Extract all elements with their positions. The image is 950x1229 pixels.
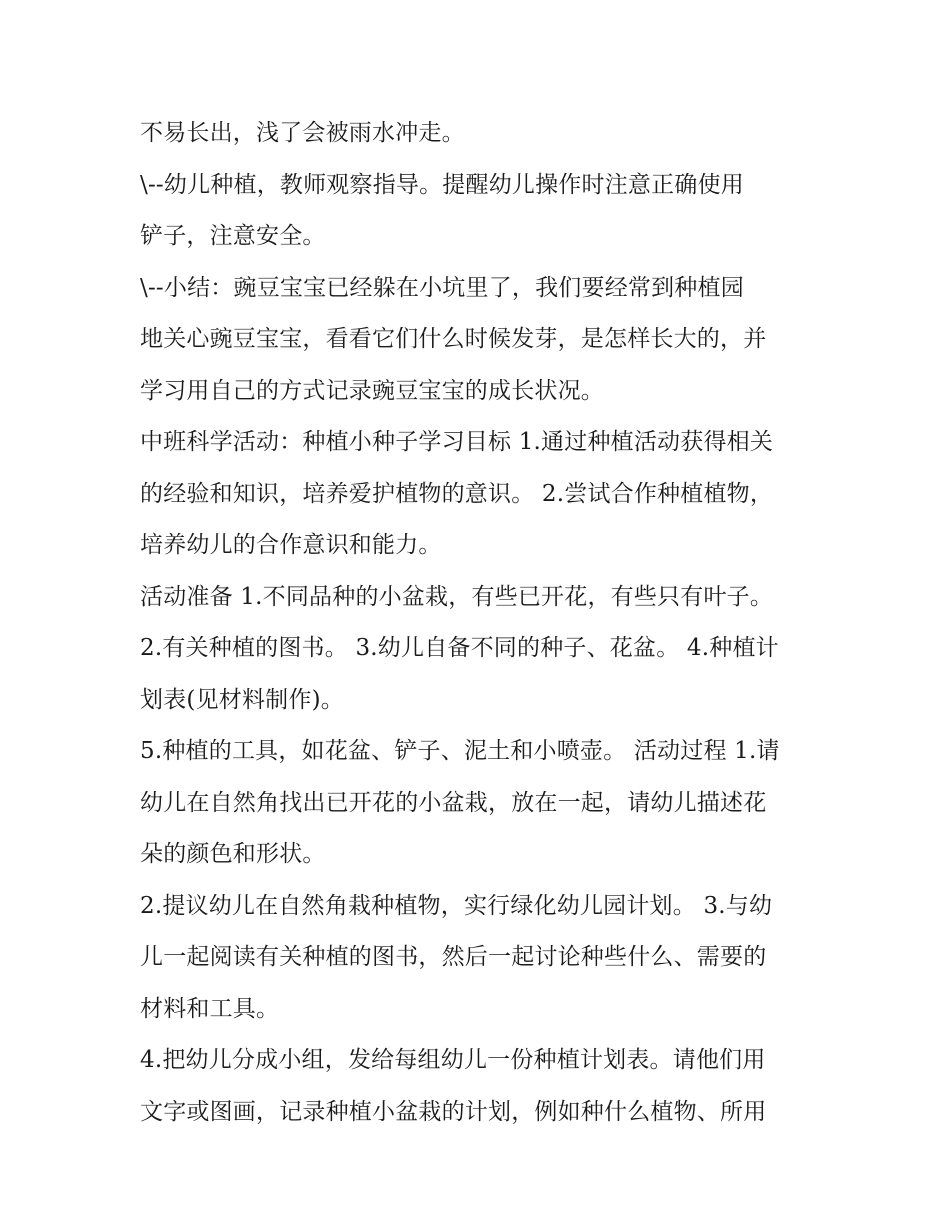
text-line: 幼儿在自然角找出已开花的小盆栽，放在一起，请幼儿描述花 bbox=[140, 789, 767, 816]
paragraph-6 bbox=[140, 726, 820, 881]
text-line: 2.有关种植的图书。 3.幼儿自备不同的种子、花盆。 4.种植计 bbox=[140, 635, 779, 661]
text-line: 活动准备 1.不同品种的小盆栽，有些已开花，有些只有叶子。 bbox=[140, 583, 774, 610]
text-line: 材料和工具。 bbox=[140, 995, 280, 1022]
text-line: 5.种植的工具，如花盆、铲子、泥土和小喷壶。 活动过程 1.请 bbox=[140, 738, 780, 764]
text-line: 学习用自己的方式记录豌豆宝宝的成长状况。 bbox=[140, 377, 604, 404]
text-line: \--幼儿种植，教师观察指导。提醒幼儿操作时注意正确使用 bbox=[140, 171, 744, 198]
text-line: 文字或图画，记录种植小盆栽的计划，例如种什么植物、所用 bbox=[140, 1098, 767, 1125]
paragraph-5 bbox=[140, 572, 820, 727]
paragraph-4 bbox=[140, 417, 820, 572]
text-line: \--小结：豌豆宝宝已经躲在小坑里了，我们要经常到种植园 bbox=[140, 274, 744, 301]
paragraph-2 bbox=[140, 160, 820, 263]
text-line: 铲子，注意安全。 bbox=[140, 223, 326, 249]
paragraph-3 bbox=[140, 263, 820, 418]
text-line: 2.提议幼儿在自然角栽种植物，实行绿化幼儿园计划。 3.与幼 bbox=[140, 892, 773, 919]
paragraph-8 bbox=[140, 1035, 820, 1138]
text-line: 地关心豌豆宝宝，看看它们什么时候发芽，是怎样长大的，并 bbox=[140, 326, 767, 352]
text-line: 的经验和知识，培养爱护植物的意识。 2.尝试合作种植植物， bbox=[140, 480, 774, 507]
text-line: 4.把幼儿分成小组，发给每组幼儿一份种植计划表。请他们用 bbox=[140, 1047, 766, 1073]
document-body bbox=[140, 108, 820, 1138]
text-line: 朵的颜色和形状。 bbox=[140, 841, 326, 867]
text-line: 划表(见材料制作)。 bbox=[140, 686, 344, 713]
paragraph-1 bbox=[140, 108, 820, 160]
text-line: 儿一起阅读有关种植的图书，然后一起讨论种些什么、需要的 bbox=[140, 944, 767, 970]
text-line: 中班科学活动：种植小种子学习目标 1.通过种植活动获得相关 bbox=[140, 429, 774, 455]
text-line: 培养幼儿的合作意识和能力。 bbox=[140, 532, 442, 558]
text-line: 不易长出，浅了会被雨水冲走。 bbox=[140, 120, 465, 146]
paragraph-7 bbox=[140, 881, 820, 1036]
